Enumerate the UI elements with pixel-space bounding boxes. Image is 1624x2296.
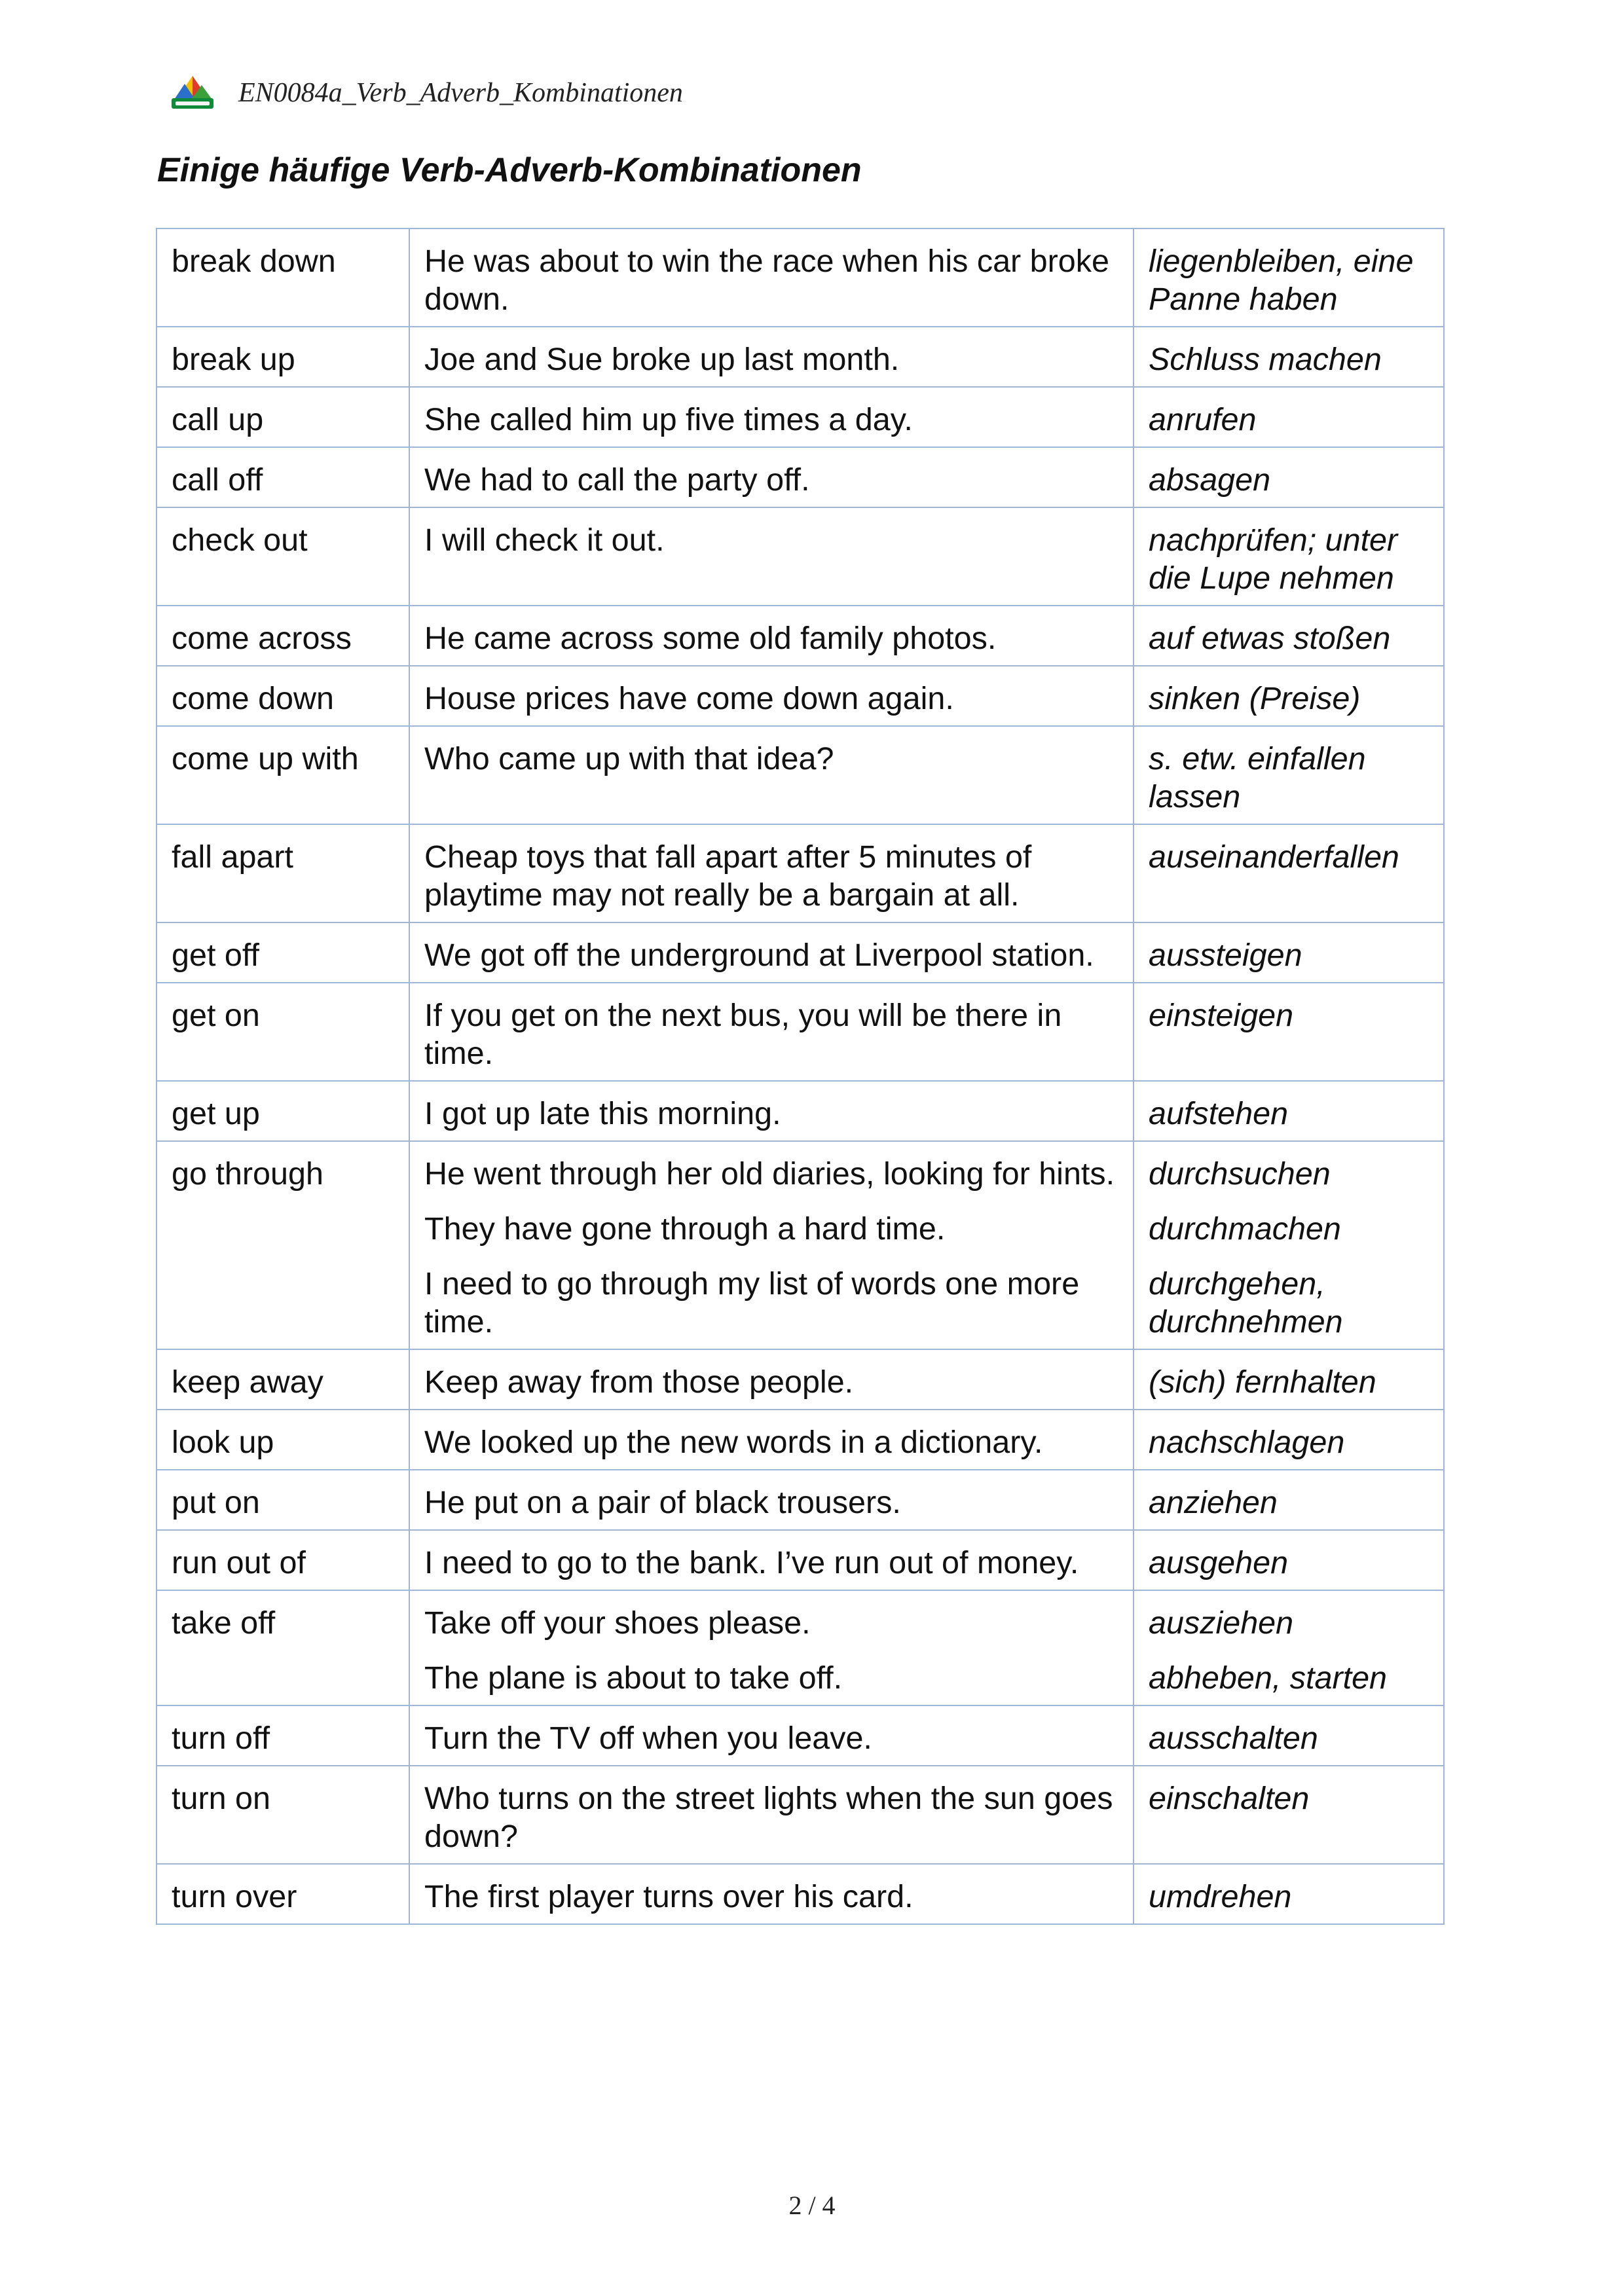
german-translation: ausgehen: [1149, 1545, 1289, 1580]
example-cell: [409, 666, 1134, 726]
example-sentence: Who turns on the street lights when the sun goes down?: [424, 1781, 1113, 1854]
translation-cell: [1134, 1470, 1444, 1530]
german-translation: (sich) fernhalten: [1149, 1364, 1376, 1400]
translation-cell: [1134, 327, 1444, 387]
verb-cell: keep away: [157, 1349, 409, 1410]
verb-cell: call up: [157, 387, 409, 447]
translation-cell: [1134, 447, 1444, 507]
verb-cell: look up: [157, 1410, 409, 1470]
table-row: [157, 1590, 1444, 1705]
example-cell: [409, 387, 1134, 447]
example-sentence: If you get on the next bus, you will be there in time.: [424, 998, 1062, 1071]
german-translation: umdrehen: [1149, 1879, 1292, 1914]
example-cell: [409, 1081, 1134, 1141]
example-sentence: I will check it out.: [424, 522, 665, 558]
table-row: [157, 1530, 1444, 1590]
example-sentence: I need to go to the bank. I’ve run out of money.: [424, 1545, 1079, 1580]
table-row: [157, 1864, 1444, 1924]
table-row: [157, 327, 1444, 387]
example-sentence: She called him up five times a day.: [424, 402, 913, 437]
german-translation: nachprüfen; unter die Lupe nehmen: [1149, 522, 1398, 596]
german-translation: ausziehen: [1149, 1605, 1294, 1641]
german-translation: nachschlagen: [1149, 1425, 1345, 1460]
german-translation: aufstehen: [1149, 1096, 1289, 1131]
verb-cell: put on: [157, 1470, 409, 1530]
example-sentence: They have gone through a hard time.: [424, 1211, 946, 1247]
german-translation: s. etw. einfallen lassen: [1149, 741, 1366, 814]
table-row: [157, 1081, 1444, 1141]
verb-cell: turn over: [157, 1864, 409, 1924]
german-translation: einschalten: [1149, 1781, 1310, 1816]
example-sentence: I got up late this morning.: [424, 1096, 781, 1131]
german-translation: ausschalten: [1149, 1721, 1318, 1756]
german-translation: abheben, starten: [1149, 1660, 1388, 1696]
example-sentence: He went through her old diaries, looking for hints.: [424, 1156, 1115, 1192]
verb-cell: run out of: [157, 1530, 409, 1590]
translation-cell: [1134, 726, 1444, 824]
verb-cell: break up: [157, 327, 409, 387]
example-cell: [409, 824, 1134, 922]
translation-cell: [1134, 1766, 1444, 1864]
translation-cell: [1134, 1590, 1444, 1705]
example-cell: [409, 983, 1134, 1081]
table-row: [157, 824, 1444, 922]
table-row: [157, 387, 1444, 447]
page-title: Einige häufige Verb-Adverb-Kombinationen: [157, 151, 862, 189]
german-translation: Schluss machen: [1149, 342, 1382, 377]
example-sentence: Keep away from those people.: [424, 1364, 854, 1400]
example-sentence: We looked up the new words in a dictionary.: [424, 1425, 1043, 1460]
translation-cell: [1134, 666, 1444, 726]
translation-cell: [1134, 1141, 1444, 1349]
example-sentence: He came across some old family photos.: [424, 621, 997, 656]
example-cell: [409, 1470, 1134, 1530]
table-row: [157, 666, 1444, 726]
example-sentence: Who came up with that idea?: [424, 741, 834, 776]
verb-adverb-table: [156, 228, 1445, 1925]
translation-cell: [1134, 1530, 1444, 1590]
table-row: [157, 507, 1444, 606]
verb-cell: take off: [157, 1590, 409, 1705]
table-row: [157, 1705, 1444, 1766]
verb-cell: check out: [157, 507, 409, 606]
example-sentence: We got off the underground at Liverpool station.: [424, 938, 1094, 973]
example-cell: [409, 922, 1134, 983]
table-row: [157, 983, 1444, 1081]
verb-cell: come down: [157, 666, 409, 726]
translation-cell: [1134, 922, 1444, 983]
verb-cell: turn off: [157, 1705, 409, 1766]
example-cell: [409, 606, 1134, 666]
example-sentence: Joe and Sue broke up last month.: [424, 342, 900, 377]
translation-cell: [1134, 983, 1444, 1081]
document-id: EN0084a_Verb_Adverb_Kombinationen: [238, 78, 683, 108]
verb-cell: break down: [157, 228, 409, 327]
example-cell: [409, 327, 1134, 387]
german-translation: einsteigen: [1149, 998, 1294, 1033]
example-sentence: Turn the TV off when you leave.: [424, 1721, 872, 1756]
german-translation: anrufen: [1149, 402, 1257, 437]
example-cell: [409, 1141, 1134, 1349]
translation-cell: [1134, 1349, 1444, 1410]
table-row: [157, 1470, 1444, 1530]
table-body: [157, 228, 1444, 1924]
translation-cell: [1134, 1410, 1444, 1470]
german-translation: sinken (Preise): [1149, 681, 1361, 716]
table-row: [157, 922, 1444, 983]
example-cell: [409, 726, 1134, 824]
verb-cell: come across: [157, 606, 409, 666]
translation-cell: [1134, 606, 1444, 666]
verb-cell: turn on: [157, 1766, 409, 1864]
german-translation: durchgehen, durchnehmen: [1149, 1266, 1343, 1339]
lernwerk-logo-icon: [169, 75, 216, 111]
example-cell: [409, 507, 1134, 606]
translation-cell: [1134, 1705, 1444, 1766]
example-cell: [409, 447, 1134, 507]
example-sentence: House prices have come down again.: [424, 681, 954, 716]
table-row: [157, 1410, 1444, 1470]
example-sentence: I need to go through my list of words one more time.: [424, 1266, 1080, 1339]
example-sentence: He put on a pair of black trousers.: [424, 1485, 901, 1520]
german-translation: auf etwas stoßen: [1149, 621, 1391, 656]
verb-cell: go through: [157, 1141, 409, 1349]
document-header: [169, 73, 683, 113]
translation-cell: [1134, 228, 1444, 327]
verb-cell: get on: [157, 983, 409, 1081]
example-cell: [409, 228, 1134, 327]
table-row: [157, 1349, 1444, 1410]
page-number: 2 / 4: [788, 2191, 836, 2220]
example-sentence: Cheap toys that fall apart after 5 minutes of playtime may not really be a bargain at all.: [424, 839, 1032, 913]
table-row: [157, 726, 1444, 824]
example-cell: [409, 1590, 1134, 1705]
verb-cell: call off: [157, 447, 409, 507]
translation-cell: [1134, 507, 1444, 606]
table-row: [157, 1141, 1444, 1349]
translation-cell: [1134, 1864, 1444, 1924]
example-cell: [409, 1864, 1134, 1924]
german-translation: durchmachen: [1149, 1211, 1341, 1247]
translation-cell: [1134, 824, 1444, 922]
german-translation: liegenbleiben, eine Panne haben: [1149, 244, 1414, 317]
translation-cell: [1134, 387, 1444, 447]
verb-cell: come up with: [157, 726, 409, 824]
table-row: [157, 447, 1444, 507]
example-sentence: We had to call the party off.: [424, 462, 810, 498]
example-cell: [409, 1530, 1134, 1590]
example-sentence: Take off your shoes please.: [424, 1605, 811, 1641]
german-translation: anziehen: [1149, 1485, 1278, 1520]
translation-cell: [1134, 1081, 1444, 1141]
verb-cell: fall apart: [157, 824, 409, 922]
example-cell: [409, 1349, 1134, 1410]
verb-cell: get up: [157, 1081, 409, 1141]
example-sentence: He was about to win the race when his car broke down.: [424, 244, 1109, 317]
verb-cell: get off: [157, 922, 409, 983]
example-sentence: The plane is about to take off.: [424, 1660, 843, 1696]
table-row: [157, 1766, 1444, 1864]
german-translation: auseinanderfallen: [1149, 839, 1399, 875]
german-translation: aussteigen: [1149, 938, 1302, 973]
german-translation: absagen: [1149, 462, 1271, 498]
example-sentence: The first player turns over his card.: [424, 1879, 913, 1914]
example-cell: [409, 1410, 1134, 1470]
table-row: [157, 228, 1444, 327]
example-cell: [409, 1766, 1134, 1864]
table-row: [157, 606, 1444, 666]
german-translation: durchsuchen: [1149, 1156, 1331, 1192]
example-cell: [409, 1705, 1134, 1766]
